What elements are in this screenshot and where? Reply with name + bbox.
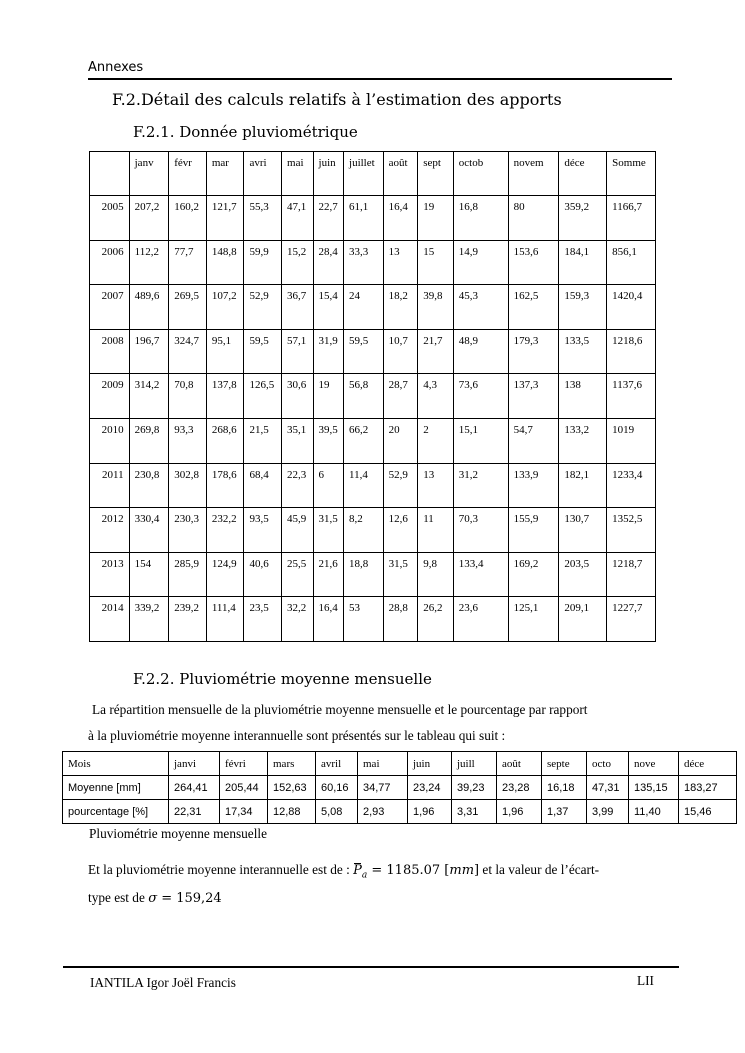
- table-row: [63, 776, 737, 800]
- value-cell: 133,9: [508, 463, 559, 508]
- value-cell: 93,3: [169, 418, 207, 463]
- value-cell: 359,2: [559, 196, 607, 241]
- value-cell: 77,7: [169, 240, 207, 285]
- value-cell: 856,1: [607, 240, 656, 285]
- value-cell: 66,2: [344, 418, 384, 463]
- value-cell: 1233,4: [607, 463, 656, 508]
- header-row: [63, 752, 737, 776]
- value-cell: 19: [418, 196, 454, 241]
- value-cell: 56,8: [344, 374, 384, 419]
- value-cell: 178,6: [206, 463, 244, 508]
- running-header: Annexes: [88, 60, 144, 75]
- value-cell: 45,3: [453, 285, 508, 330]
- row-label-cell: pourcentage [%]: [63, 800, 169, 824]
- header-cell: [90, 152, 130, 196]
- row-label-cell: 2012: [90, 508, 130, 553]
- value-cell: 1352,5: [607, 508, 656, 553]
- value-cell: 40,6: [244, 552, 282, 597]
- header-cell: mai: [358, 752, 408, 776]
- row-label-cell: 2005: [90, 196, 130, 241]
- row-label-cell: 2013: [90, 552, 130, 597]
- value-cell: 314,2: [129, 374, 169, 419]
- value-cell: 203,5: [559, 552, 607, 597]
- value-cell: 133,4: [453, 552, 508, 597]
- value-cell: 13: [383, 240, 418, 285]
- value-cell: 39,8: [418, 285, 454, 330]
- value-cell: 133,2: [559, 418, 607, 463]
- value-cell: 55,3: [244, 196, 282, 241]
- value-cell: 52,9: [244, 285, 282, 330]
- value-cell: 230,8: [129, 463, 169, 508]
- subsection-heading-monthly-average: F.2.2. Pluviométrie moyenne mensuelle: [133, 670, 432, 688]
- value-cell: 60,16: [316, 776, 358, 800]
- intro-line-2: à la pluviométrie moyenne interannuelle sont présentés sur le tableau qui suit :: [88, 728, 506, 743]
- value-cell: 232,2: [206, 508, 244, 553]
- row-label-cell: 2007: [90, 285, 130, 330]
- value-cell: 39,23: [452, 776, 497, 800]
- value-cell: 1218,7: [607, 552, 656, 597]
- value-cell: 31,5: [313, 508, 343, 553]
- value-cell: 155,9: [508, 508, 559, 553]
- value-cell: 3,31: [452, 800, 497, 824]
- value-cell: 28,4: [313, 240, 343, 285]
- value-cell: 1166,7: [607, 196, 656, 241]
- p-unit: mm: [449, 863, 475, 878]
- header-cell: nove: [629, 752, 679, 776]
- header-cell: déce: [559, 152, 607, 196]
- header-cell: Mois: [63, 752, 169, 776]
- value-cell: 183,27: [679, 776, 737, 800]
- value-cell: 12,6: [383, 508, 418, 553]
- value-cell: 32,2: [282, 597, 314, 642]
- value-cell: 154: [129, 552, 169, 597]
- value-cell: 207,2: [129, 196, 169, 241]
- value-cell: 1420,4: [607, 285, 656, 330]
- rainfall-data-table: [89, 151, 656, 642]
- value-cell: 1,37: [542, 800, 587, 824]
- value-cell: 268,6: [206, 418, 244, 463]
- value-cell: 159,3: [559, 285, 607, 330]
- value-cell: 9,8: [418, 552, 454, 597]
- value-cell: 24: [344, 285, 384, 330]
- section-heading: F.2.Détail des calculs relatifs à l’estimation des apports: [112, 90, 562, 109]
- header-cell: déce: [679, 752, 737, 776]
- value-cell: 269,5: [169, 285, 207, 330]
- table-row: [90, 552, 656, 597]
- table-row: [90, 329, 656, 374]
- value-cell: 125,1: [508, 597, 559, 642]
- row-label-cell: 2009: [90, 374, 130, 419]
- table-row: [90, 463, 656, 508]
- value-cell: 1019: [607, 418, 656, 463]
- value-cell: 22,31: [169, 800, 220, 824]
- header-cell: sept: [418, 152, 454, 196]
- value-cell: 12,88: [268, 800, 316, 824]
- value-cell: 1,96: [497, 800, 542, 824]
- value-cell: 15,4: [313, 285, 343, 330]
- header-cell: févr: [169, 152, 207, 196]
- value-cell: 21,7: [418, 329, 454, 374]
- header-cell: Somme: [607, 152, 656, 196]
- value-cell: 16,4: [313, 597, 343, 642]
- conclusion-text-3: type est de: [88, 890, 149, 905]
- value-cell: 111,4: [206, 597, 244, 642]
- value-cell: 25,5: [282, 552, 314, 597]
- header-cell: novem: [508, 152, 559, 196]
- header-cell: octo: [587, 752, 629, 776]
- sigma-value: = 159,24: [157, 891, 222, 906]
- value-cell: 135,15: [629, 776, 679, 800]
- value-cell: 31,5: [383, 552, 418, 597]
- value-cell: 15,1: [453, 418, 508, 463]
- value-cell: 126,5: [244, 374, 282, 419]
- value-cell: 48,9: [453, 329, 508, 374]
- p-unit-close: ]: [474, 863, 480, 878]
- value-cell: 107,2: [206, 285, 244, 330]
- value-cell: 21,5: [244, 418, 282, 463]
- value-cell: 264,41: [169, 776, 220, 800]
- value-cell: 20: [383, 418, 418, 463]
- value-cell: 1218,6: [607, 329, 656, 374]
- value-cell: 59,5: [344, 329, 384, 374]
- value-cell: 184,1: [559, 240, 607, 285]
- value-cell: 162,5: [508, 285, 559, 330]
- table-caption: Pluviométrie moyenne mensuelle: [89, 826, 267, 841]
- value-cell: 6: [313, 463, 343, 508]
- value-cell: 28,8: [383, 597, 418, 642]
- header-row: [90, 152, 656, 196]
- p-value: = 1185.07 [: [367, 863, 450, 878]
- value-cell: 52,9: [383, 463, 418, 508]
- value-cell: 39,5: [313, 418, 343, 463]
- value-cell: 179,3: [508, 329, 559, 374]
- value-cell: 35,1: [282, 418, 314, 463]
- value-cell: 205,44: [220, 776, 268, 800]
- value-cell: 68,4: [244, 463, 282, 508]
- value-cell: 160,2: [169, 196, 207, 241]
- header-cell: septe: [542, 752, 587, 776]
- value-cell: 45,9: [282, 508, 314, 553]
- header-cell: août: [497, 752, 542, 776]
- header-cell: févri: [220, 752, 268, 776]
- value-cell: 19: [313, 374, 343, 419]
- table-row: [90, 418, 656, 463]
- monthly-average-table: [62, 751, 737, 824]
- conclusion-line-2: [88, 890, 222, 906]
- value-cell: 47,1: [282, 196, 314, 241]
- value-cell: 23,6: [453, 597, 508, 642]
- value-cell: 152,63: [268, 776, 316, 800]
- value-cell: 57,1: [282, 329, 314, 374]
- value-cell: 34,77: [358, 776, 408, 800]
- value-cell: 16,4: [383, 196, 418, 241]
- value-cell: 26,2: [418, 597, 454, 642]
- header-cell: juill: [452, 752, 497, 776]
- header-cell: mai: [282, 152, 314, 196]
- value-cell: 137,3: [508, 374, 559, 419]
- value-cell: 22,7: [313, 196, 343, 241]
- value-cell: 10,7: [383, 329, 418, 374]
- value-cell: 18,8: [344, 552, 384, 597]
- value-cell: 8,2: [344, 508, 384, 553]
- value-cell: 31,2: [453, 463, 508, 508]
- header-cell: juin: [313, 152, 343, 196]
- value-cell: 1227,7: [607, 597, 656, 642]
- footer-author: IANTILA Igor Joël Francis: [90, 975, 236, 990]
- row-label-cell: 2010: [90, 418, 130, 463]
- value-cell: 1,96: [408, 800, 452, 824]
- value-cell: 17,34: [220, 800, 268, 824]
- value-cell: 73,6: [453, 374, 508, 419]
- p-symbol: P: [353, 863, 362, 878]
- value-cell: 16,18: [542, 776, 587, 800]
- value-cell: 324,7: [169, 329, 207, 374]
- value-cell: 196,7: [129, 329, 169, 374]
- value-cell: 54,7: [508, 418, 559, 463]
- value-cell: 137,8: [206, 374, 244, 419]
- value-cell: 5,08: [316, 800, 358, 824]
- value-cell: 138: [559, 374, 607, 419]
- value-cell: 285,9: [169, 552, 207, 597]
- header-cell: avri: [244, 152, 282, 196]
- row-label-cell: 2011: [90, 463, 130, 508]
- value-cell: 153,6: [508, 240, 559, 285]
- value-cell: 2,93: [358, 800, 408, 824]
- header-cell: avril: [316, 752, 358, 776]
- value-cell: 239,2: [169, 597, 207, 642]
- value-cell: 31,9: [313, 329, 343, 374]
- value-cell: 2: [418, 418, 454, 463]
- subsection-heading-rainfall-data: F.2.1. Donnée pluviométrique: [133, 123, 358, 141]
- table-row: [90, 597, 656, 642]
- value-cell: 59,9: [244, 240, 282, 285]
- value-cell: 22,3: [282, 463, 314, 508]
- value-cell: 16,8: [453, 196, 508, 241]
- table-row: [90, 285, 656, 330]
- value-cell: 23,5: [244, 597, 282, 642]
- table-row: [90, 196, 656, 241]
- value-cell: 4,3: [418, 374, 454, 419]
- table-row: [90, 508, 656, 553]
- sigma-symbol: σ: [148, 891, 158, 906]
- value-cell: 11,40: [629, 800, 679, 824]
- value-cell: 33,3: [344, 240, 384, 285]
- header-cell: mar: [206, 152, 244, 196]
- table-row: [90, 374, 656, 419]
- value-cell: 339,2: [129, 597, 169, 642]
- header-rule: [88, 78, 672, 80]
- value-cell: 124,9: [206, 552, 244, 597]
- value-cell: 11,4: [344, 463, 384, 508]
- intro-line-1: La répartition mensuelle de la pluviométrie moyenne mensuelle et le pourcentage par rapport: [92, 702, 588, 717]
- value-cell: 112,2: [129, 240, 169, 285]
- conclusion-line-1: [88, 862, 599, 881]
- value-cell: 80: [508, 196, 559, 241]
- row-label-cell: 2008: [90, 329, 130, 374]
- value-cell: 36,7: [282, 285, 314, 330]
- value-cell: 302,8: [169, 463, 207, 508]
- value-cell: 70,8: [169, 374, 207, 419]
- value-cell: 489,6: [129, 285, 169, 330]
- value-cell: 23,28: [497, 776, 542, 800]
- value-cell: 1137,6: [607, 374, 656, 419]
- row-label-cell: 2006: [90, 240, 130, 285]
- conclusion-text-1: Et la pluviométrie moyenne interannuelle est de :: [88, 862, 354, 877]
- value-cell: 209,1: [559, 597, 607, 642]
- value-cell: 95,1: [206, 329, 244, 374]
- header-cell: mars: [268, 752, 316, 776]
- value-cell: 15,2: [282, 240, 314, 285]
- value-cell: 130,7: [559, 508, 607, 553]
- row-label-cell: 2014: [90, 597, 130, 642]
- header-cell: janvi: [169, 752, 220, 776]
- value-cell: 47,31: [587, 776, 629, 800]
- p-subscript: a: [361, 870, 368, 881]
- conclusion-text-2: et la valeur de l’écart-: [479, 862, 600, 877]
- value-cell: 28,7: [383, 374, 418, 419]
- value-cell: 182,1: [559, 463, 607, 508]
- value-cell: 3,99: [587, 800, 629, 824]
- header-cell: juin: [408, 752, 452, 776]
- value-cell: 59,5: [244, 329, 282, 374]
- table-row: [63, 800, 737, 824]
- value-cell: 230,3: [169, 508, 207, 553]
- value-cell: 169,2: [508, 552, 559, 597]
- value-cell: 148,8: [206, 240, 244, 285]
- value-cell: 61,1: [344, 196, 384, 241]
- value-cell: 13: [418, 463, 454, 508]
- footer-page-number: LII: [637, 973, 654, 988]
- value-cell: 121,7: [206, 196, 244, 241]
- value-cell: 23,24: [408, 776, 452, 800]
- header-cell: octob: [453, 152, 508, 196]
- header-cell: août: [383, 152, 418, 196]
- row-label-cell: Moyenne [mm]: [63, 776, 169, 800]
- header-cell: janv: [129, 152, 169, 196]
- header-cell: juillet: [344, 152, 384, 196]
- value-cell: 15: [418, 240, 454, 285]
- value-cell: 269,8: [129, 418, 169, 463]
- value-cell: 21,6: [313, 552, 343, 597]
- value-cell: 15,46: [679, 800, 737, 824]
- value-cell: 133,5: [559, 329, 607, 374]
- value-cell: 30,6: [282, 374, 314, 419]
- value-cell: 93,5: [244, 508, 282, 553]
- value-cell: 70,3: [453, 508, 508, 553]
- value-cell: 14,9: [453, 240, 508, 285]
- value-cell: 330,4: [129, 508, 169, 553]
- value-cell: 18,2: [383, 285, 418, 330]
- table-row: [90, 240, 656, 285]
- value-cell: 11: [418, 508, 454, 553]
- value-cell: 53: [344, 597, 384, 642]
- footer-rule: [63, 966, 679, 968]
